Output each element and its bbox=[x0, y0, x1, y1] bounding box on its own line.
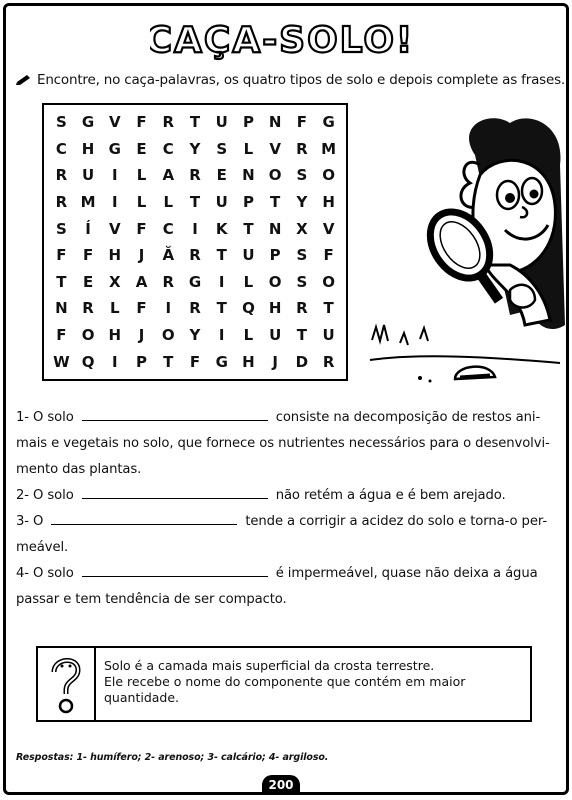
grid-letter[interactable]: L bbox=[243, 272, 254, 291]
grid-letter[interactable]: R bbox=[189, 299, 201, 318]
grid-letter[interactable]: F bbox=[189, 352, 201, 371]
answers-footer: Respostas: 1- humífero; 2- arenoso; 3- calcário; 4- argiloso. bbox=[16, 752, 329, 763]
grid-letter[interactable]: U bbox=[215, 113, 228, 132]
sentence-1-line-2: mais e vegetais no solo, que fornece os nutrientes necessários para o desenvolvi- bbox=[16, 436, 550, 451]
grid-letter[interactable]: S bbox=[296, 246, 308, 265]
grid-letter[interactable]: C bbox=[55, 139, 67, 158]
grid-letter[interactable]: O bbox=[161, 326, 175, 345]
sentence-3-start: 3- O bbox=[16, 514, 44, 529]
grid-letter[interactable]: G bbox=[81, 113, 95, 132]
grid-letter[interactable]: L bbox=[163, 193, 174, 212]
page-title bbox=[150, 14, 420, 64]
grid-letter[interactable]: U bbox=[322, 326, 335, 345]
grid-letter[interactable]: F bbox=[136, 113, 147, 132]
answer-blank-1[interactable] bbox=[82, 409, 268, 421]
grid-letter[interactable]: R bbox=[296, 139, 308, 158]
grid-letter[interactable]: R bbox=[55, 193, 68, 212]
sentence-4-end: é impermeável, quase não deixa a água bbox=[275, 566, 538, 581]
grid-letter[interactable]: H bbox=[242, 352, 255, 371]
grid-letter[interactable]: T bbox=[296, 326, 308, 345]
sentence-2-start: 2- O solo bbox=[16, 488, 74, 503]
grid-letter[interactable]: L bbox=[136, 193, 147, 212]
grid-letter[interactable]: H bbox=[322, 193, 335, 212]
info-text bbox=[104, 658, 524, 706]
answer-blank-3[interactable] bbox=[51, 513, 237, 525]
grid-letter[interactable]: F bbox=[82, 246, 94, 265]
instruction bbox=[16, 72, 566, 88]
grid-letter[interactable]: A bbox=[135, 272, 148, 291]
grid-letter[interactable]: I bbox=[165, 299, 172, 318]
grid-letter[interactable]: V bbox=[269, 139, 281, 158]
page-number: 200 bbox=[262, 775, 300, 795]
grid-letter[interactable]: S bbox=[296, 166, 308, 185]
grid-letter[interactable]: R bbox=[296, 299, 308, 318]
grid-letter[interactable]: L bbox=[136, 166, 147, 185]
instruction-text: Encontre, no caça-palavras, os quatro tipos de solo e depois complete as frases. bbox=[37, 72, 566, 88]
sentence-1-line-3: mento das plantas. bbox=[16, 462, 142, 477]
grid-letter[interactable]: C bbox=[162, 219, 174, 238]
grid-letter[interactable]: U bbox=[215, 193, 228, 212]
grid-letter[interactable]: T bbox=[216, 246, 227, 265]
grid-letter[interactable]: J bbox=[138, 326, 145, 345]
grid-letter[interactable]: J bbox=[272, 352, 278, 371]
grid-letter[interactable]: E bbox=[136, 139, 147, 158]
grid-letter[interactable]: O bbox=[268, 272, 282, 291]
grid-letter[interactable]: L bbox=[243, 139, 254, 158]
sentence-3-end: tende a corrigir a acidez do solo e torna-o per- bbox=[245, 514, 547, 529]
grid-letter[interactable]: G bbox=[188, 272, 202, 291]
grid-letter[interactable]: V bbox=[109, 219, 121, 238]
grid-letter[interactable]: O bbox=[322, 272, 335, 291]
title-text: CAÇA-SOLO! bbox=[150, 20, 415, 61]
grid-letter[interactable]: H bbox=[81, 139, 95, 158]
grid-letter[interactable]: R bbox=[55, 166, 68, 185]
grid-letter[interactable]: I bbox=[218, 326, 225, 345]
sentence-2-end: não retém a água e é bem arejado. bbox=[275, 488, 506, 503]
info-line-3: quantidade. bbox=[104, 690, 180, 705]
grid-letter[interactable]: S bbox=[55, 113, 67, 132]
info-divider bbox=[94, 648, 96, 720]
grid-letter[interactable]: I bbox=[192, 219, 198, 238]
grid-letter[interactable]: X bbox=[109, 272, 121, 291]
grid-letter[interactable]: M bbox=[80, 193, 96, 212]
grid-letter[interactable]: O bbox=[322, 166, 335, 185]
sentence-4-start: 4- O solo bbox=[16, 566, 74, 581]
answer-blank-4[interactable] bbox=[82, 565, 268, 577]
answer-blank-2[interactable] bbox=[82, 487, 268, 499]
grid-letter[interactable]: P bbox=[269, 246, 281, 265]
grid-letter[interactable]: H bbox=[108, 246, 122, 265]
grid-letter[interactable]: V bbox=[322, 219, 335, 238]
grid-letter[interactable]: F bbox=[56, 326, 67, 345]
sentence-1-line-1 bbox=[16, 405, 556, 431]
grid-letter[interactable]: N bbox=[55, 299, 68, 318]
grid-letter[interactable]: R bbox=[82, 299, 94, 318]
grid-letter[interactable]: U bbox=[242, 246, 255, 265]
grid-letter[interactable]: G bbox=[215, 352, 228, 371]
sentence-2 bbox=[16, 483, 556, 509]
grid-letter[interactable]: I bbox=[112, 193, 118, 212]
grid-letter[interactable]: G bbox=[322, 113, 335, 132]
grid-letter[interactable]: U bbox=[81, 166, 95, 185]
grid-letter[interactable]: T bbox=[323, 299, 334, 318]
grid-letter[interactable]: P bbox=[136, 352, 148, 371]
girl-magnifier-illustration bbox=[360, 95, 565, 395]
grid-letter[interactable]: C bbox=[162, 139, 174, 158]
grid-letter[interactable]: R bbox=[162, 272, 175, 291]
grid-letter[interactable]: K bbox=[215, 219, 228, 238]
grid-letter[interactable]: Í bbox=[85, 219, 91, 238]
sentences bbox=[16, 405, 556, 613]
grid-letter[interactable]: S bbox=[216, 139, 228, 158]
word-search-grid bbox=[42, 103, 348, 381]
grid-letter[interactable]: L bbox=[243, 326, 254, 345]
grid-letter[interactable]: T bbox=[189, 113, 201, 132]
grid-letter[interactable]: L bbox=[110, 299, 120, 318]
grid-letter[interactable]: Q bbox=[81, 352, 95, 371]
grid-letter[interactable]: Y bbox=[296, 193, 308, 212]
grid-letter[interactable]: Y bbox=[189, 326, 201, 345]
grid-letter[interactable]: T bbox=[163, 352, 174, 371]
grid-letter[interactable]: P bbox=[242, 193, 254, 212]
grid-letter[interactable]: R bbox=[162, 113, 175, 132]
grid-letter[interactable]: Ă bbox=[162, 246, 175, 265]
grid-letter[interactable]: N bbox=[242, 166, 255, 185]
sentence-4-line-2: passar e tem tendência de ser compacto. bbox=[16, 592, 287, 607]
question-mark-icon bbox=[46, 654, 86, 716]
sentence-3-line-1 bbox=[16, 509, 556, 535]
grid-letter[interactable]: T bbox=[270, 193, 281, 212]
info-box bbox=[36, 646, 532, 722]
grid-letter[interactable]: N bbox=[268, 219, 282, 238]
sentence-4-line-1 bbox=[16, 561, 556, 587]
sentence-1-end: consiste na decomposição de restos ani- bbox=[275, 410, 541, 425]
grid-letter[interactable]: N bbox=[268, 113, 282, 132]
info-line-2: Ele recebe o nome do componente que contém em maior bbox=[104, 674, 466, 689]
grid-letter[interactable]: O bbox=[81, 326, 95, 345]
grid-letter[interactable]: O bbox=[268, 166, 282, 185]
sentence-3-line-2: meável. bbox=[16, 540, 69, 555]
grid-letter[interactable]: R bbox=[322, 352, 335, 371]
grid-letter[interactable]: A bbox=[162, 166, 175, 185]
grid-letter[interactable]: T bbox=[216, 299, 227, 318]
grid-letter[interactable]: I bbox=[218, 272, 225, 291]
grid-letter[interactable]: F bbox=[323, 246, 334, 265]
grid-letter[interactable]: D bbox=[295, 352, 309, 371]
grid-letter[interactable]: M bbox=[321, 139, 337, 158]
grid-letter[interactable]: X bbox=[296, 219, 308, 238]
info-line-1: Solo é a camada mais superficial da crosta terrestre. bbox=[104, 658, 435, 673]
grid-letter[interactable]: F bbox=[136, 219, 147, 238]
grid-letter[interactable]: H bbox=[108, 326, 122, 345]
grid-letter[interactable]: G bbox=[108, 139, 121, 158]
grid-letter[interactable]: U bbox=[269, 326, 282, 345]
grid-letter[interactable]: Q bbox=[242, 299, 255, 318]
grid-letter[interactable]: F bbox=[296, 113, 308, 132]
grid-letter[interactable]: I bbox=[112, 166, 118, 185]
grid-letter[interactable]: R bbox=[189, 166, 201, 185]
grid-letter[interactable]: S bbox=[55, 219, 67, 238]
title-graphic bbox=[150, 14, 420, 64]
grid-letter[interactable]: R bbox=[189, 246, 201, 265]
grid-letter[interactable]: E bbox=[216, 166, 227, 185]
grid-letter[interactable]: F bbox=[56, 246, 67, 265]
grid-letter[interactable]: Y bbox=[189, 139, 201, 158]
grid-letter[interactable]: T bbox=[189, 193, 201, 212]
grid-letter[interactable]: W bbox=[53, 352, 70, 371]
grid-letter[interactable]: H bbox=[268, 299, 282, 318]
grid-letter[interactable]: V bbox=[109, 113, 121, 132]
grid-letter[interactable]: E bbox=[82, 272, 94, 291]
grid-letter[interactable]: J bbox=[138, 246, 145, 265]
grid-letter[interactable]: T bbox=[56, 272, 67, 291]
grid-letter[interactable]: S bbox=[296, 272, 308, 291]
grid-letter[interactable]: P bbox=[242, 113, 254, 132]
grid-letter[interactable]: I bbox=[112, 352, 118, 371]
grid-letter[interactable]: T bbox=[243, 219, 254, 238]
pencil-icon bbox=[16, 73, 32, 85]
sentence-1-start: 1- O solo bbox=[16, 410, 74, 425]
grid-letter[interactable]: F bbox=[136, 299, 147, 318]
